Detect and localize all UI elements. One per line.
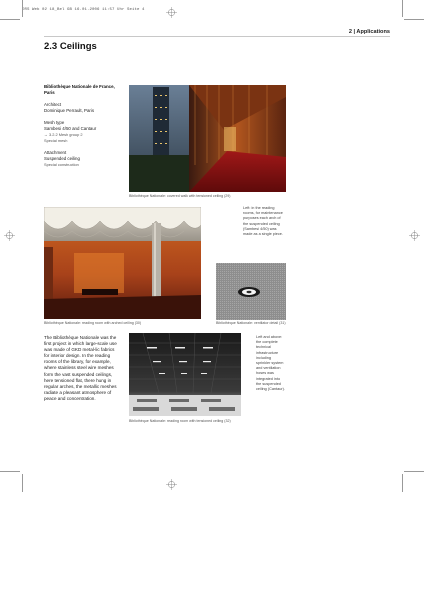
registration-mark-icon — [166, 479, 177, 490]
page-title: 2.3 Ceilings — [44, 41, 97, 52]
crop-mark — [404, 471, 424, 472]
mesh-reference: → 3.2.2 Mesh group 2 — [44, 132, 83, 137]
caption-top-photo: Bibliothèque Nationale: covered walk with tensioned ceiling (29) — [129, 194, 231, 198]
project-info — [44, 84, 122, 174]
caption-bottom-photo: Bibliothèque Nationale: reading room with tensioned ceiling (32) — [129, 419, 231, 423]
photo-reading-room — [44, 207, 201, 319]
photo-tensioned-ceiling — [129, 333, 241, 416]
crop-mark — [0, 19, 20, 20]
photo-covered-walk — [129, 85, 286, 192]
crop-mark — [22, 0, 23, 17]
crop-mark — [404, 19, 424, 20]
architect-label: Architect — [44, 102, 62, 107]
crop-mark — [402, 0, 403, 17]
crop-mark — [22, 474, 23, 492]
sidenote-infrastructure: Left and above: the complete technical infrastructure including sprinkler system and ventilation hoses was integrated into the suspended ceiling (Cantaur). — [256, 335, 285, 392]
mesh-value: Sambesi 4/50 and Cantaur — [44, 126, 97, 131]
attachment-label: Attachment — [44, 150, 67, 155]
print-slug: DRS Web 02 18_Bel GB 16.01.2006 11:57 Uhr Seite 4 — [22, 8, 145, 12]
section-header: 2 | Applications — [348, 29, 390, 35]
header-rule — [44, 36, 390, 37]
photo-ventilator-detail — [216, 263, 286, 320]
caption-reading-room: Bibliothèque Nationale: reading room with arched ceiling (30) — [44, 321, 142, 325]
sidenote-arches: Left: in the reading rooms, for maintenance purposes each arch of the suspended ceiling (Sambesi 4/50) was made as a single piece. — [243, 206, 283, 237]
mesh-label: Mesh type — [44, 120, 65, 125]
attachment-value: Suspended ceiling — [44, 156, 80, 161]
registration-mark-icon — [166, 7, 177, 18]
crop-mark — [0, 471, 20, 472]
attachment-special: Special construction — [44, 162, 79, 167]
architect-value: Dominique Perrault, Paris — [44, 108, 95, 113]
registration-mark-icon — [409, 230, 420, 241]
project-name: Bibliothèque Nationale de France, Paris — [44, 84, 115, 95]
registration-mark-icon — [4, 230, 15, 241]
caption-ventilator: Bibliothèque Nationale: ventilator detail (31) — [216, 321, 286, 325]
crop-mark — [402, 474, 403, 492]
body-text: The Bibliothèque Nationale was the first project in which large-scale use was made of GKD metal-lic fabrics for interior design. In the reading rooms of the library, for example, where stainless steel wire meshes form the vast suspended ceilings, here tensioned flat, there hung in regular arches, the metallic meshes radiate a pleasant atmosphere of peace and concentration. — [44, 335, 117, 401]
mesh-special: Special mesh — [44, 138, 68, 143]
